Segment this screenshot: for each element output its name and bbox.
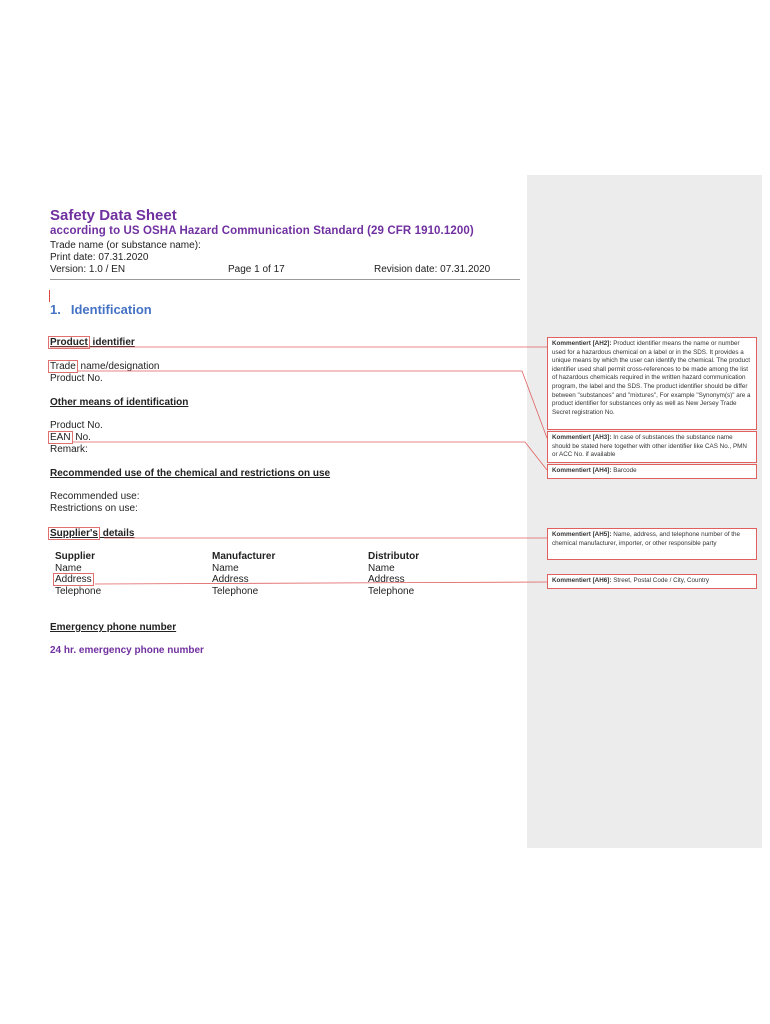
- supplier-telephone: Telephone: [55, 586, 102, 597]
- revision-date: Revision date: 07.31.2020: [374, 264, 491, 275]
- ean-rest: No.: [72, 432, 91, 443]
- distributor-telephone: Telephone: [368, 586, 415, 597]
- comment-ah2[interactable]: [547, 337, 757, 430]
- comment-ah6-text: Street, Postal Code / City, Country: [611, 577, 710, 584]
- manufacturer-telephone: Telephone: [212, 586, 259, 597]
- comment-ah2-text: Product identifier means the name or number used for a hazardous chemical on a label or in the SDS. It provides a unique means by which the user can identify the chemical. The product identifier used shall permit cross-references to be made among the list of hazardous chemicals required in the written hazard communication program, the label and the SDS. The product identifier should be differ between "substances" and "mixtures", For example "Synonym(s)" are a product identifier for substances only as well as New Jersey Trade Secret registration No.: [552, 340, 751, 416]
- supplier-name: Name: [55, 563, 82, 574]
- suppliers-heading-rest: details: [99, 528, 135, 539]
- supplier-column-header: Supplier: [55, 551, 96, 562]
- comment-anchor-ah2[interactable]: Product: [50, 337, 88, 348]
- distributor-name: Name: [368, 563, 395, 574]
- distributor-address: Address: [368, 574, 405, 585]
- comment-ah2-label: Kommentiert [AH2]:: [552, 340, 612, 347]
- print-date: Print date: 07.31.2020: [50, 252, 149, 263]
- section-title: Identification: [70, 302, 152, 317]
- emergency-phone-line: 24 hr. emergency phone number: [50, 645, 204, 656]
- product-no-1: Product No.: [50, 373, 103, 384]
- comment-margin-pane: [527, 175, 762, 848]
- comment-ah5-label: Kommentiert [AH5]:: [552, 531, 612, 538]
- remark: Remark:: [50, 444, 88, 455]
- comment-ah4[interactable]: [547, 464, 757, 479]
- text-cursor: [49, 290, 50, 302]
- comment-ah5-text: Name, address, and telephone number of the chemical manufacturer, importer, or other responsible party: [552, 531, 740, 547]
- comment-ah3[interactable]: [547, 431, 757, 463]
- section-number: 1.: [50, 302, 61, 317]
- comment-ah4-label: Kommentiert [AH4]:: [552, 467, 612, 474]
- ean-no: [50, 432, 91, 443]
- trade-name-designation: [50, 361, 160, 372]
- manufacturer-column-header: Manufacturer: [212, 551, 276, 562]
- comment-anchor-ah6[interactable]: Address: [55, 574, 92, 585]
- product-no-2: Product No.: [50, 420, 103, 431]
- recommended-use: Recommended use:: [50, 491, 140, 502]
- manufacturer-name: Name: [212, 563, 239, 574]
- manufacturer-address: Address: [212, 574, 249, 585]
- supplier-address: [55, 574, 94, 585]
- product-identifier-heading: [50, 337, 135, 348]
- comment-ah4-text: Barcode: [611, 467, 637, 474]
- suppliers-details-heading: [50, 528, 134, 539]
- document-title: Safety Data Sheet: [50, 207, 177, 224]
- comment-anchor-ah4[interactable]: EAN: [50, 432, 71, 443]
- trade-name-line: Trade name (or substance name):: [50, 240, 201, 251]
- page-number: Page 1 of 17: [228, 264, 285, 275]
- comment-ah5[interactable]: [547, 528, 757, 560]
- comment-ah3-label: Kommentiert [AH3]:: [552, 434, 612, 441]
- recommended-use-heading: Recommended use of the chemical and restrictions on use: [50, 468, 331, 479]
- comment-ah3-text: In case of substances the substance name should be stated here together with other identifier like CAS No., PMN or ACC No. if available: [552, 434, 747, 459]
- restrictions-on-use: Restrictions on use:: [50, 503, 138, 514]
- trade-name-rest: name/designation: [77, 361, 160, 372]
- header-divider: [50, 279, 520, 280]
- distributor-column-header: Distributor: [368, 551, 420, 562]
- product-identifier-heading-rest: identifier: [89, 337, 135, 348]
- comment-anchor-ah3[interactable]: Trade: [50, 361, 76, 372]
- comment-ah6-label: Kommentiert [AH6]:: [552, 577, 612, 584]
- section-heading-identification: [50, 302, 162, 317]
- comment-anchor-ah5[interactable]: Supplier's: [50, 528, 98, 539]
- version: Version: 1.0 / EN: [50, 264, 126, 275]
- document-subtitle: according to US OSHA Hazard Communication Standard (29 CFR 1910.1200): [50, 225, 474, 237]
- comment-ah6[interactable]: [547, 574, 757, 589]
- other-means-heading: Other means of identification: [50, 397, 189, 408]
- emergency-heading: Emergency phone number: [50, 622, 177, 633]
